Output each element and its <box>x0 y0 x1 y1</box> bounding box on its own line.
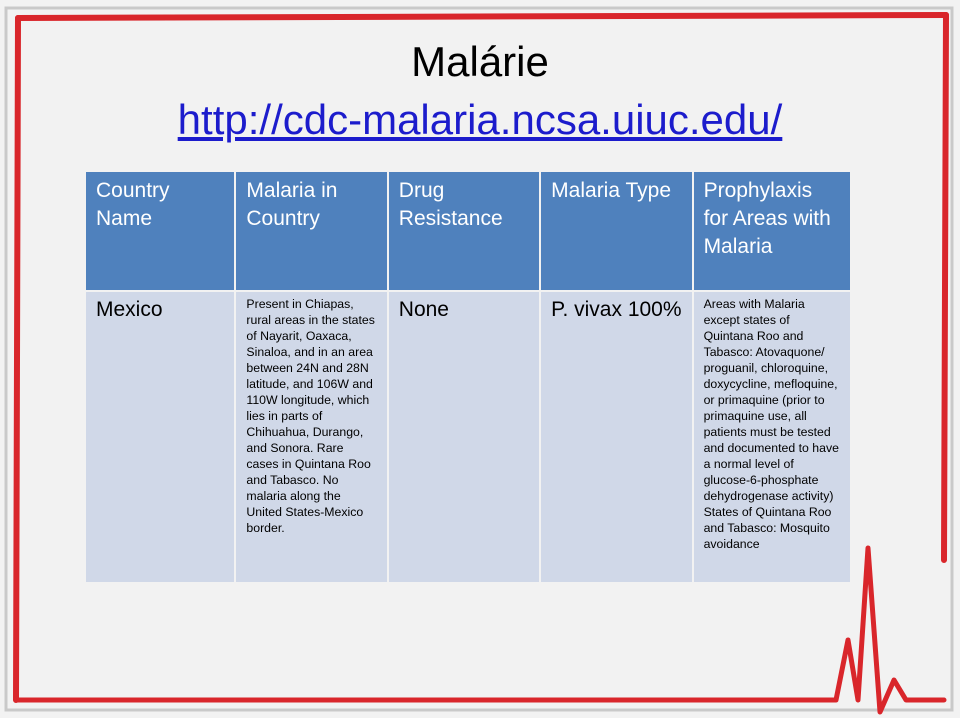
table-header-row <box>86 172 850 290</box>
cell-malaria-type: P. vivax 100% <box>541 292 691 582</box>
cell-malaria-in-country: Present in Chiapas, rural areas in the states of Nayarit, Oaxaca, Sinaloa, and in an area between 24N and 28N latitude, and 106W and 110W longitude, which lies in parts of Chihuahua, Durango, and Sonora. Rare cases in Quintana Roo and Tabasco. No malaria along the United States-Mexico border. <box>236 292 386 582</box>
cdc-malaria-link[interactable]: http://cdc-malaria.ncsa.uiuc.edu/ <box>177 96 783 143</box>
table-row <box>86 292 850 582</box>
header-malaria-type: Malaria Type <box>541 172 691 290</box>
header-country-name: Country Name <box>86 172 234 290</box>
cell-country: Mexico <box>86 292 234 582</box>
slide-title: Malárie <box>411 38 549 85</box>
header-drug-resistance: Drug Resistance <box>389 172 539 290</box>
cell-drug-resistance: None <box>389 292 539 582</box>
malaria-table <box>84 170 852 584</box>
header-prophylaxis: Prophylaxis for Areas with Malaria <box>694 172 850 290</box>
cell-prophylaxis: Areas with Malaria except states of Quintana Roo and Tabasco: Atovaquone/ proguanil, chloroquine, doxycycline, mefloquine, or primaquine (prior to primaquine use, all patients must be tested and documented to have a normal level of glucose-6-phosphate dehydrogenase activity) States of Quintana Roo and Tabasco: Mosquito avoidance <box>694 292 850 582</box>
header-malaria-in-country: Malaria in Country <box>236 172 386 290</box>
